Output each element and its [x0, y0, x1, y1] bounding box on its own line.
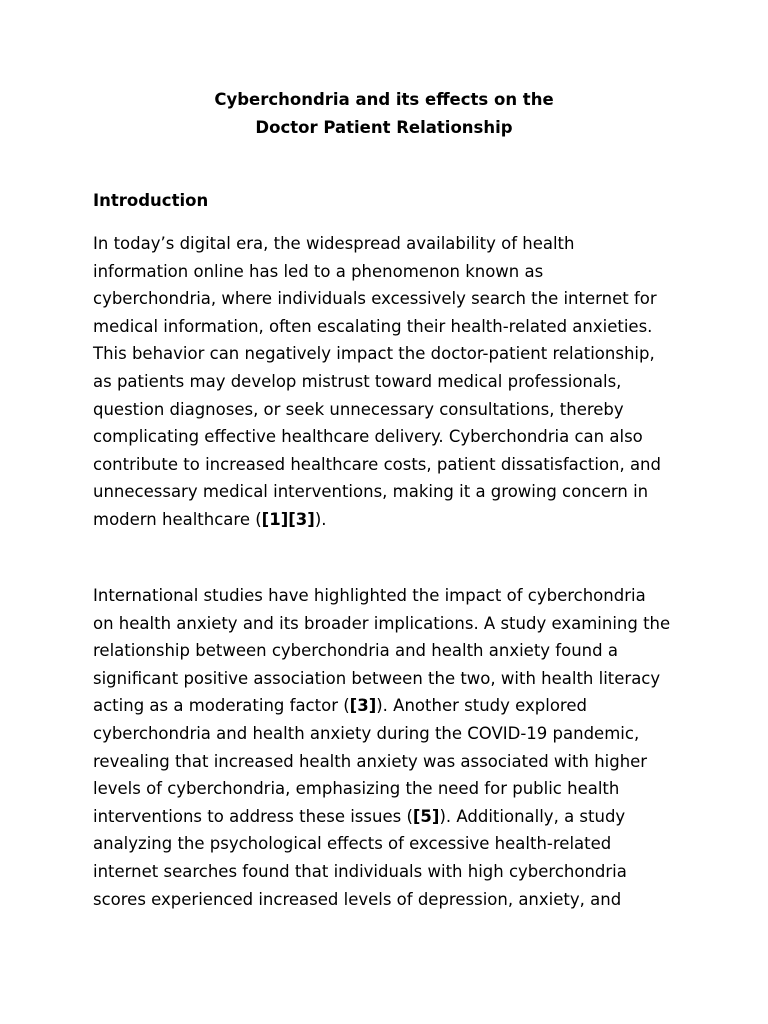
paragraph-line: significant positive association between the two, with health literacy	[93, 668, 661, 688]
paragraph-line: cyberchondria and health anxiety during the COVID-19 pandemic,	[93, 723, 640, 743]
paragraph-line: as patients may develop mistrust toward medical professionals,	[93, 371, 622, 391]
title-line-1: Cyberchondria and its effects on the	[214, 90, 554, 109]
citation-link[interactable]: [3]	[349, 696, 377, 716]
document-title	[0, 86, 768, 141]
paragraph-line: question diagnoses, or seek unnecessary consultations, thereby	[93, 399, 624, 419]
paragraph-line: In today’s digital era, the widespread availability of health	[93, 234, 575, 253]
paragraph-line: analyzing the psychological effects of excessive health-related	[93, 834, 612, 854]
text-run: acting as a moderating factor (	[93, 696, 350, 716]
title-line-2: Doctor Patient Relationship	[255, 117, 513, 137]
paragraph-1	[93, 230, 693, 534]
citation-link[interactable]: [1][3]	[261, 509, 315, 529]
paragraph-line: medical information, often escalating their health-related anxieties.	[93, 316, 653, 336]
paragraph-line: information online has led to a phenomenon known as	[93, 261, 544, 281]
section-heading-introduction: Introduction	[93, 191, 209, 210]
paragraph-2	[93, 582, 693, 913]
paragraph-line: cyberchondria, where individuals excessively search the internet for	[93, 289, 657, 309]
paragraph-line: unnecessary medical interventions, making it a growing concern in	[93, 482, 649, 502]
citation-link[interactable]: [5]	[412, 806, 440, 826]
paragraph-line: internet searches found that individuals with high cyberchondria	[93, 861, 627, 881]
text-run: ). Another study explored	[376, 696, 587, 716]
text-run: ).	[314, 509, 327, 529]
paragraph-line: contribute to increased healthcare costs, patient dissatisfaction, and	[93, 454, 661, 474]
paragraph-line: International studies have highlighted the impact of cyberchondria	[93, 586, 646, 605]
paragraph-line: revealing that increased health anxiety was associated with higher	[93, 751, 648, 771]
paragraph-line: scores experienced increased levels of depression, anxiety, and	[93, 889, 622, 909]
paragraph-line	[93, 803, 693, 831]
text-run: interventions to address these issues (	[93, 806, 413, 826]
text-run: modern healthcare (	[93, 509, 262, 529]
text-run: ). Additionally, a study	[439, 806, 626, 826]
paragraph-line: levels of cyberchondria, emphasizing the need for public health	[93, 779, 620, 799]
paragraph-line: relationship between cyberchondria and health anxiety found a	[93, 641, 618, 661]
paragraph-line: on health anxiety and its broader implications. A study examining the	[93, 613, 671, 633]
paragraph-line	[93, 692, 693, 720]
paragraph-line	[93, 506, 693, 534]
paragraph-line: complicating effective healthcare delivery. Cyberchondria can also	[93, 427, 643, 447]
paragraph-line: This behavior can negatively impact the doctor-patient relationship,	[93, 344, 655, 364]
